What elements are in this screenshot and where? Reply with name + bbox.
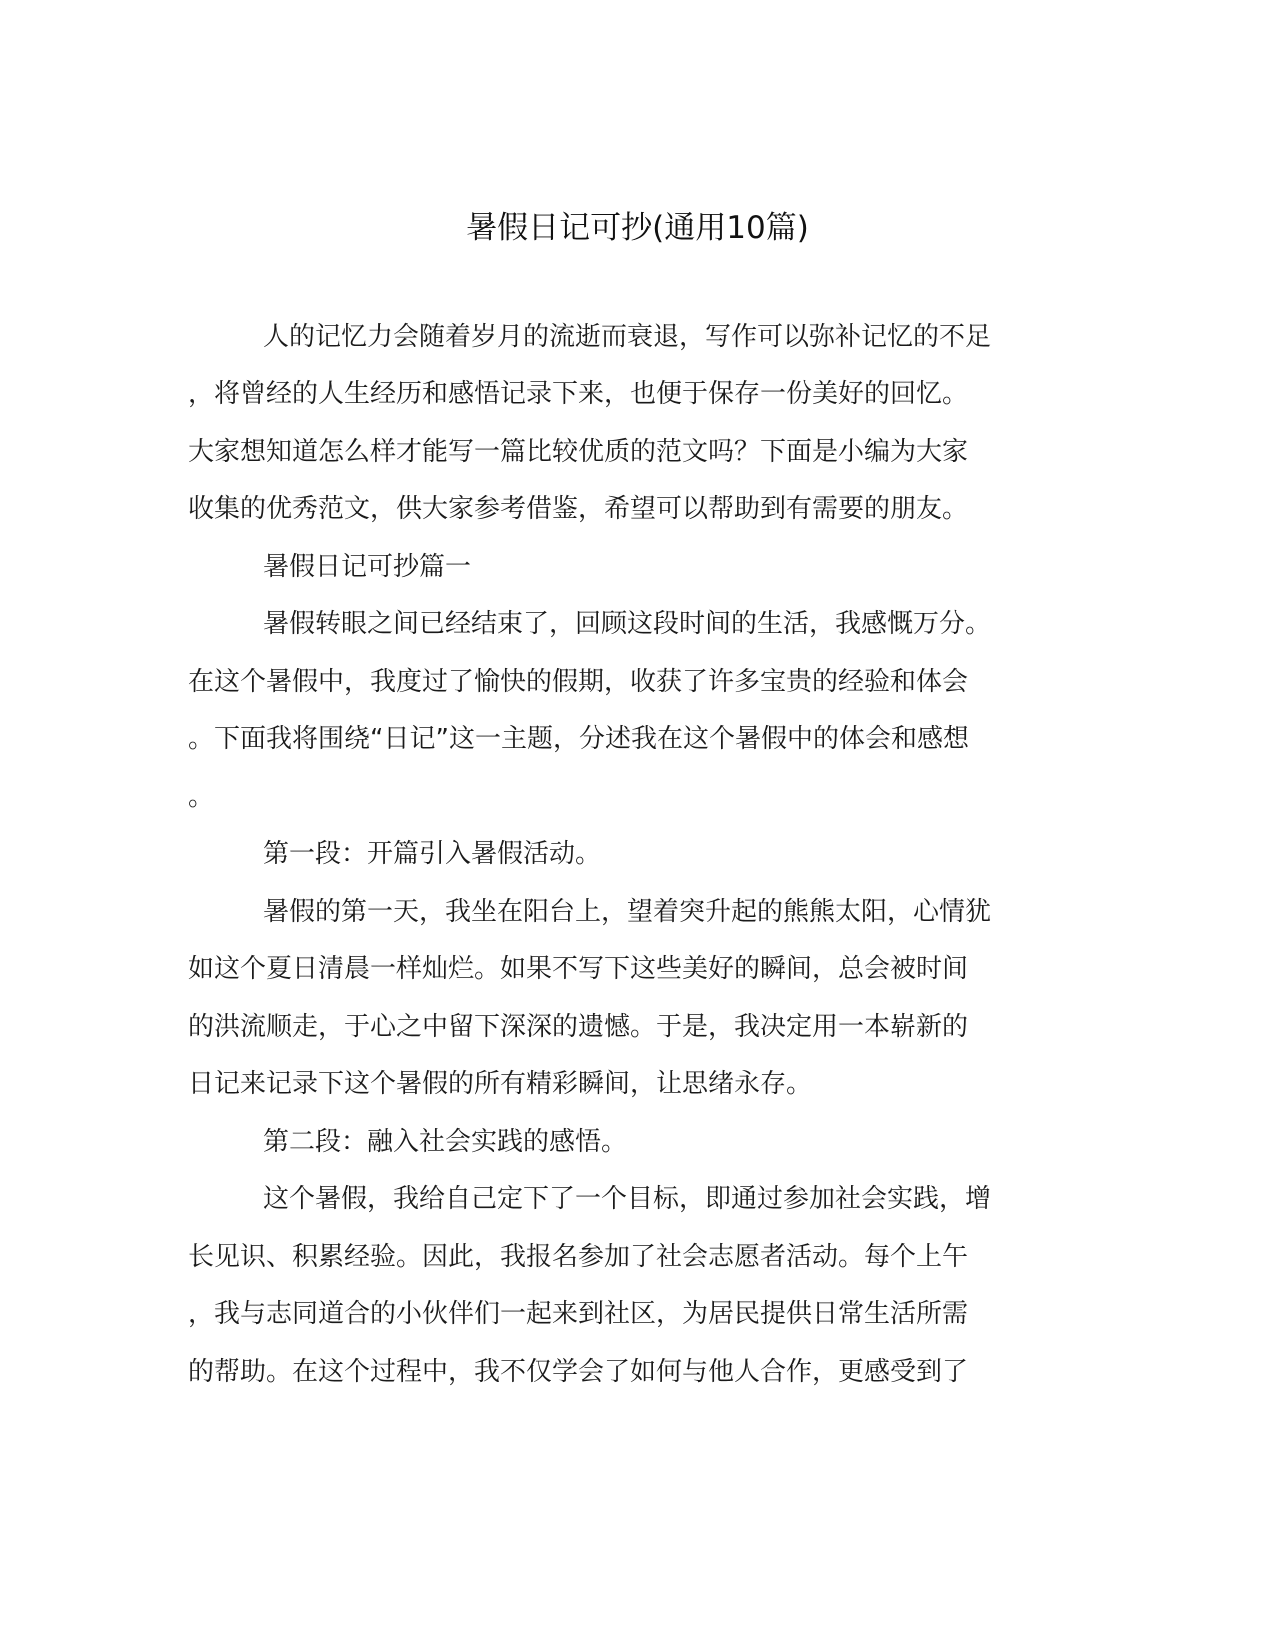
paragraph-heading: 第一段：开篇引入暑假活动。 xyxy=(263,839,602,869)
text-line: 大家想知道怎么样才能写一篇比较优质的范文吗？下面是小编为大家 xyxy=(188,437,969,467)
document-title: 暑假日记可抄(通用10篇) xyxy=(466,210,809,246)
text-line: ，我与志同道合的小伙伴们一起来到社区，为居民提供日常生活所需 xyxy=(188,1299,969,1329)
text-line: 人的记忆力会随着岁月的流逝而衰退，写作可以弥补记忆的不足 xyxy=(263,322,992,352)
text-line: 长见识、积累经验。因此，我报名参加了社会志愿者活动。每个上午 xyxy=(188,1242,969,1272)
text-line: 在这个暑假中，我度过了愉快的假期，收获了许多宝贵的经验和体会 xyxy=(188,667,969,697)
text-line: 暑假转眼之间已经结束了，回顾这段时间的生活，我感慨万分。 xyxy=(263,609,992,639)
text-line: 暑假的第一天，我坐在阳台上，望着突升起的熊熊太阳，心情犹 xyxy=(263,897,992,927)
section-heading: 暑假日记可抄篇一 xyxy=(263,552,472,582)
text-line: 。 xyxy=(188,782,215,812)
text-line: 如这个夏日清晨一样灿烂。如果不写下这些美好的瞬间，总会被时间 xyxy=(188,954,969,984)
text-line: 这个暑假，我给自己定下了一个目标，即通过参加社会实践，增 xyxy=(263,1184,992,1214)
paragraph-heading: 第二段：融入社会实践的感悟。 xyxy=(263,1127,628,1157)
text-line: ，将曾经的人生经历和感悟记录下来，也便于保存一份美好的回忆。 xyxy=(188,379,969,409)
text-line: 的洪流顺走，于心之中留下深深的遗憾。于是，我决定用一本崭新的 xyxy=(188,1012,969,1042)
text-line: 。下面我将围绕“日记”这一主题，分述我在这个暑假中的体会和感想 xyxy=(188,724,969,754)
text-line: 收集的优秀范文，供大家参考借鉴，希望可以帮助到有需要的朋友。 xyxy=(188,494,969,524)
text-line: 的帮助。在这个过程中，我不仅学会了如何与他人合作，更感受到了 xyxy=(188,1357,969,1387)
text-line: 日记来记录下这个暑假的所有精彩瞬间，让思绪永存。 xyxy=(188,1069,813,1099)
